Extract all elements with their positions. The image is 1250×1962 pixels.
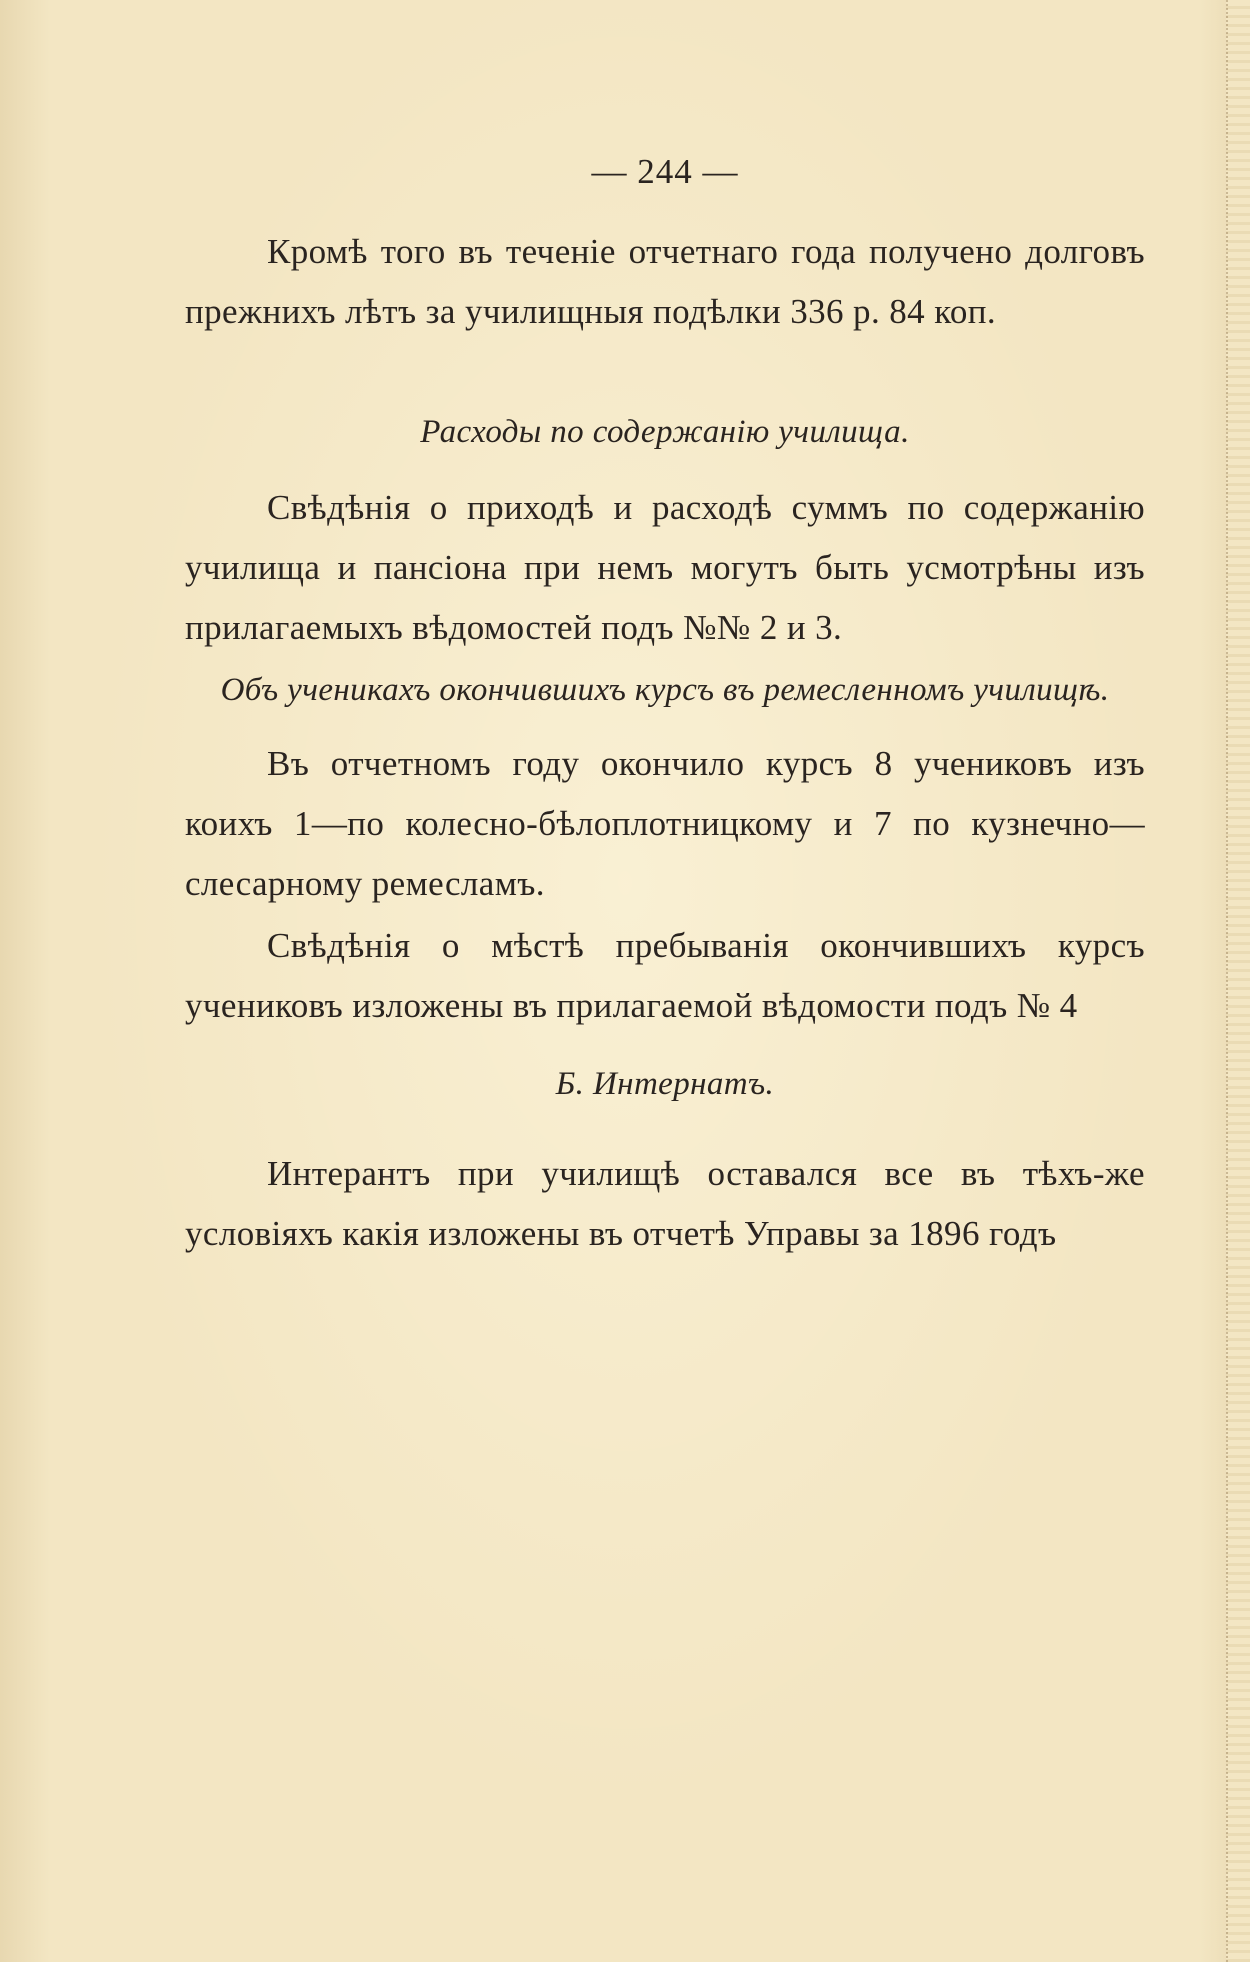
paragraph-graduates-count: Въ отчетномъ году окончило курсъ 8 учениковъ изъ коихъ 1—по колесно-бѣлоплотницкому и 7 по кузнечно—слесарному ремесламъ. xyxy=(185,744,1145,903)
page-edge xyxy=(1226,0,1250,1962)
heading-expenses: Расходы по содержанію училища. xyxy=(420,414,910,450)
paragraph-income-expenses: Свѣдѣнія о приходѣ и расходѣ суммъ по содержанію училища и пансіона при немъ могутъ быть усмотрѣны изъ прилагаемыхъ вѣдомостей подъ №№ 2 и 3. xyxy=(185,488,1145,647)
page-number: — 244 — xyxy=(591,152,739,191)
heading-boarding-school: Б. Интернатъ. xyxy=(555,1066,775,1102)
paragraph-debts: Кромѣ того въ теченіе отчетнаго года получено долговъ прежнихъ лѣтъ за училищныя подѣлки 336 р. 84 коп. xyxy=(185,232,1145,331)
paragraph-boarding-school: Интерантъ при училищѣ оставался все въ тѣхъ-же условіяхъ какія изложены въ отчетѣ Управы за 1896 годъ xyxy=(185,1154,1145,1253)
paragraph-graduates-whereabouts: Свѣдѣнія о мѣстѣ пребыванія окончившихъ курсъ учениковъ изложены въ прилагаемой вѣдомости подъ № 4 xyxy=(185,926,1145,1025)
heading-graduates: Объ ученикахъ окончившихъ курсъ въ ремесленномъ училищѣ. xyxy=(220,672,1110,708)
